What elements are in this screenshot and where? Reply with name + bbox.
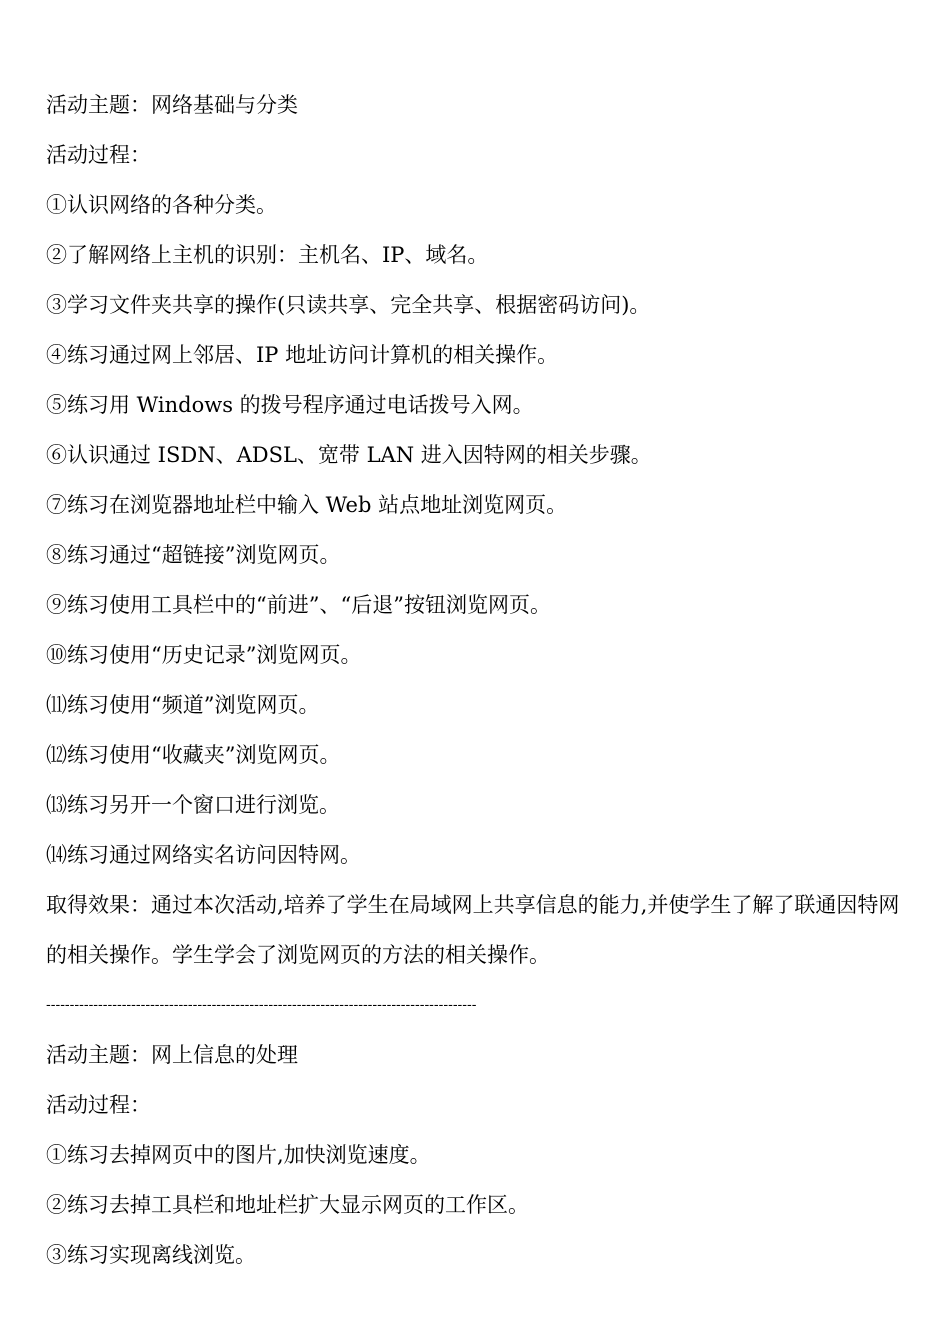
process-step: ⑾练习使用“频道”浏览网页。 — [46, 693, 320, 717]
process-step: ①练习去掉网页中的图片,加快浏览速度。 — [46, 1143, 431, 1167]
process-step: ②练习去掉工具栏和地址栏扩大显示网页的工作区。 — [46, 1193, 529, 1217]
process-step: ⑿练习使用“收藏夹”浏览网页。 — [46, 743, 341, 767]
process-step: ⑨练习使用工具栏中的“前进”、“后退”按钮浏览网页。 — [46, 593, 551, 617]
activity-theme: 活动主题：网上信息的处理 — [46, 1043, 298, 1067]
activity-result: 取得效果：通过本次活动,培养了学生在局域网上共享信息的能力,并使学生了解了联通因特网的相关操作。学生学会了浏览网页的方法的相关操作。 — [46, 893, 900, 967]
activity-process-label: 活动过程： — [46, 143, 151, 167]
process-step: ④练习通过网上邻居、IP 地址访问计算机的相关操作。 — [46, 343, 559, 367]
process-step: ①认识网络的各种分类。 — [46, 193, 277, 217]
process-step: ⒀练习另开一个窗口进行浏览。 — [46, 793, 340, 817]
process-step: ⑦练习在浏览器地址栏中输入 Web 站点地址浏览网页。 — [46, 493, 568, 517]
activity-process-label: 活动过程： — [46, 1093, 151, 1117]
process-step: ②了解网络上主机的识别：主机名、IP、域名。 — [46, 243, 489, 267]
process-step: ⑩练习使用“历史记录”浏览网页。 — [46, 643, 362, 667]
activity-theme: 活动主题：网络基础与分类 — [46, 93, 298, 117]
process-step: ⑧练习通过“超链接”浏览网页。 — [46, 543, 341, 567]
document-page — [46, 80, 926, 1280]
section-divider: ------------------------------------------------------------------------------------------- — [46, 997, 477, 1013]
process-step: ⒁练习通过网络实名访问因特网。 — [46, 843, 361, 867]
process-step: ③学习文件夹共享的操作(只读共享、完全共享、根据密码访问)。 — [46, 293, 651, 317]
process-step: ③练习实现离线浏览。 — [46, 1243, 256, 1267]
process-step: ⑤练习用 Windows 的拨号程序通过电话拨号入网。 — [46, 393, 534, 417]
process-step: ⑥认识通过 ISDN、ADSL、宽带 LAN 进入因特网的相关步骤。 — [46, 443, 652, 467]
